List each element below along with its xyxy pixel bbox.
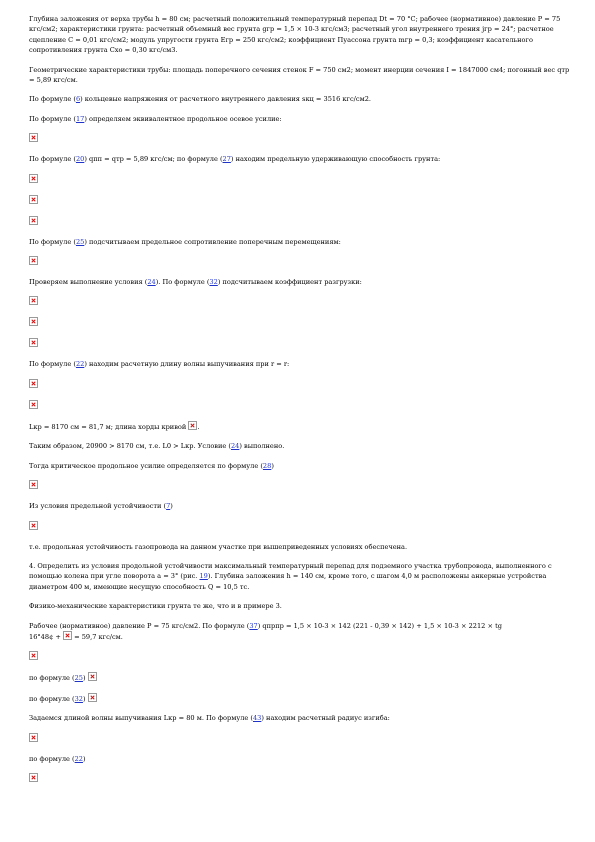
formula-image-row [29,296,571,306]
formula-image-row [29,773,571,783]
formula-image-row [29,480,571,490]
broken-image-icon [63,631,72,640]
formula-link-25[interactable]: 25 [74,674,83,683]
paragraph-axial-force: По формуле (17) определяем эквивалентное продольное осевое усилие: [29,114,282,123]
formula-link-22[interactable]: 22 [74,754,83,763]
formula-link-37[interactable]: 37 [249,621,258,630]
formula-image-row [29,216,571,226]
formula-image-row [29,317,571,327]
formula-link-32[interactable]: 32 [209,278,218,287]
formula-link-25[interactable]: 25 [75,237,85,246]
formula-link-28[interactable]: 28 [262,461,272,470]
paragraph-formula-22: по формуле (22) [29,754,86,763]
paragraph-chord-length: Lкр = 8170 см = 81,7 м; длина хорды кривой . [29,422,200,431]
document-page [29,14,571,794]
paragraph-pipe-geometry: Геометрические характеристики трубы: площадь поперечного сечения стенок F = 750 см2; момент инерции сечения I = 1847000 см4; погонный вес qтр = 5,89 кгс/см. [29,65,570,85]
formula-link-43[interactable]: 43 [252,714,262,723]
broken-image-icon [29,317,38,326]
formula-image-row [29,733,571,743]
formula-link-32[interactable]: 32 [74,694,83,703]
formula-image-row [29,195,571,205]
paragraph-initial-data: Глубина заложения от верха трубы h = 80 см; расчетный положительный температурный перепад Dt = 70 °С; рабочее (нормативное) давление P = 75 кгс/см2; характеристики грунта: расчетный объемный вес грунта gгр = 1,5 × 10-3 кгс/см3; расчетный угол внутреннего трения jгр = 24°; расчетное сцепление С = 0,01 кгс/см2; модуль упругости грунта Eгр = 250 кгс/см2; коэффициент Пуассона грунта mгр = 0,3; коэффициент касательного сопротивления грунта Cxo = 0,30 кгс/см3. [29,15,561,55]
broken-image-icon [88,693,97,702]
broken-image-icon [29,338,38,347]
formula-image-row [29,379,571,389]
broken-image-icon [29,174,38,183]
broken-image-icon [29,216,38,225]
figure-link-19[interactable]: 19 [199,572,208,581]
paragraph-condition-check: Таким образом, 20900 > 8170 см, т.е. L0 > Lкр. Условие (24) выполнено. [29,442,285,451]
broken-image-icon [29,651,38,660]
formula-link-7[interactable]: 7 [166,502,171,511]
paragraph-formula-25: по формуле (25) [29,672,571,683]
paragraph-soil-capacity: По формуле (20) qпп = qтр = 5,89 кгс/см; по формуле (27) находим предельную удерживающую способность грунта: [29,155,441,164]
paragraph-bend-radius: Задаемся длиной волны выпучивания Lкр = 80 м. По формуле (43) находим расчетный радиус изгиба: [29,714,390,723]
broken-image-icon [29,733,38,742]
paragraph-soil-properties: Физико-механические характеристики грунта те же, что и в примере 3. [29,602,282,611]
formula-image-row [29,174,571,184]
paragraph-stability-condition: Из условия предельной устойчивости (7) [29,502,173,511]
paragraph-formula-32: по формуле (32) [29,693,571,704]
formula-image-row [29,521,571,531]
formula-image-row [29,400,571,410]
broken-image-icon [29,133,38,142]
broken-image-icon [188,421,197,430]
formula-link-24[interactable]: 24 [230,442,240,451]
formula-image-row [29,256,571,266]
formula-link-24[interactable]: 24 [147,278,156,287]
broken-image-icon [88,672,97,681]
paragraph-critical-force: Тогда критическое продольное усилие определяется по формуле (28) [29,461,274,470]
formula-link-22[interactable]: 22 [75,360,85,369]
paragraph-example-4: 4. Определить из условия продольной устойчивости максимальный температурный перепад для подземного участка трубопровода, выполненного с помощью колена при угле поворота a = 3° (рис. 19). Глубина заложения h = 140 см, кроме того, с шагом 4,0 м расположены анкерные устройства диаметром 400 м, имеющие несущую способность Q = 10,5 тс. [29,561,552,591]
formula-link-6[interactable]: 6 [75,95,81,104]
broken-image-icon [29,480,38,489]
paragraph-working-pressure: Рабочее (нормативное) давление P = 75 кгс/см2. По формуле (37) qпрпр = 1,5 × 10-3 × 142 (221 - 0,39 × 142) + 1,5 × 10-3 × 2212 × tg 16°48¢ + = 59,7 кгс/см. [29,621,502,641]
formula-link-20[interactable]: 20 [75,155,85,164]
paragraph-hoop-stress: По формуле (6) кольцевые напряжения от расчетного внутреннего давления sкц = 3516 кгс/см2. [29,95,371,104]
broken-image-icon [29,773,38,782]
formula-link-17[interactable]: 17 [75,114,85,123]
formula-link-27[interactable]: 27 [222,155,231,164]
formula-image-row [29,651,571,661]
paragraph-buckling-wavelength: По формуле (22) находим расчетную длину волны выпучивания при r = r: [29,360,290,369]
broken-image-icon [29,296,38,305]
broken-image-icon [29,195,38,204]
paragraph-stability-conclusion: т.е. продольная устойчивость газопровода на данном участке при вышеприведенных условиях обеспечена. [29,542,408,551]
broken-image-icon [29,521,38,530]
paragraph-lateral-resistance: По формуле (25) подсчитываем предельное сопротивление поперечным перемещениям: [29,237,341,246]
formula-image-row [29,338,571,348]
broken-image-icon [29,400,38,409]
formula-image-row [29,133,571,143]
broken-image-icon [29,379,38,388]
paragraph-unloading-coefficient: Проверяем выполнение условия (24). По формуле (32) подсчитываем коэффициент разгрузки: [29,278,362,287]
broken-image-icon [29,256,38,265]
